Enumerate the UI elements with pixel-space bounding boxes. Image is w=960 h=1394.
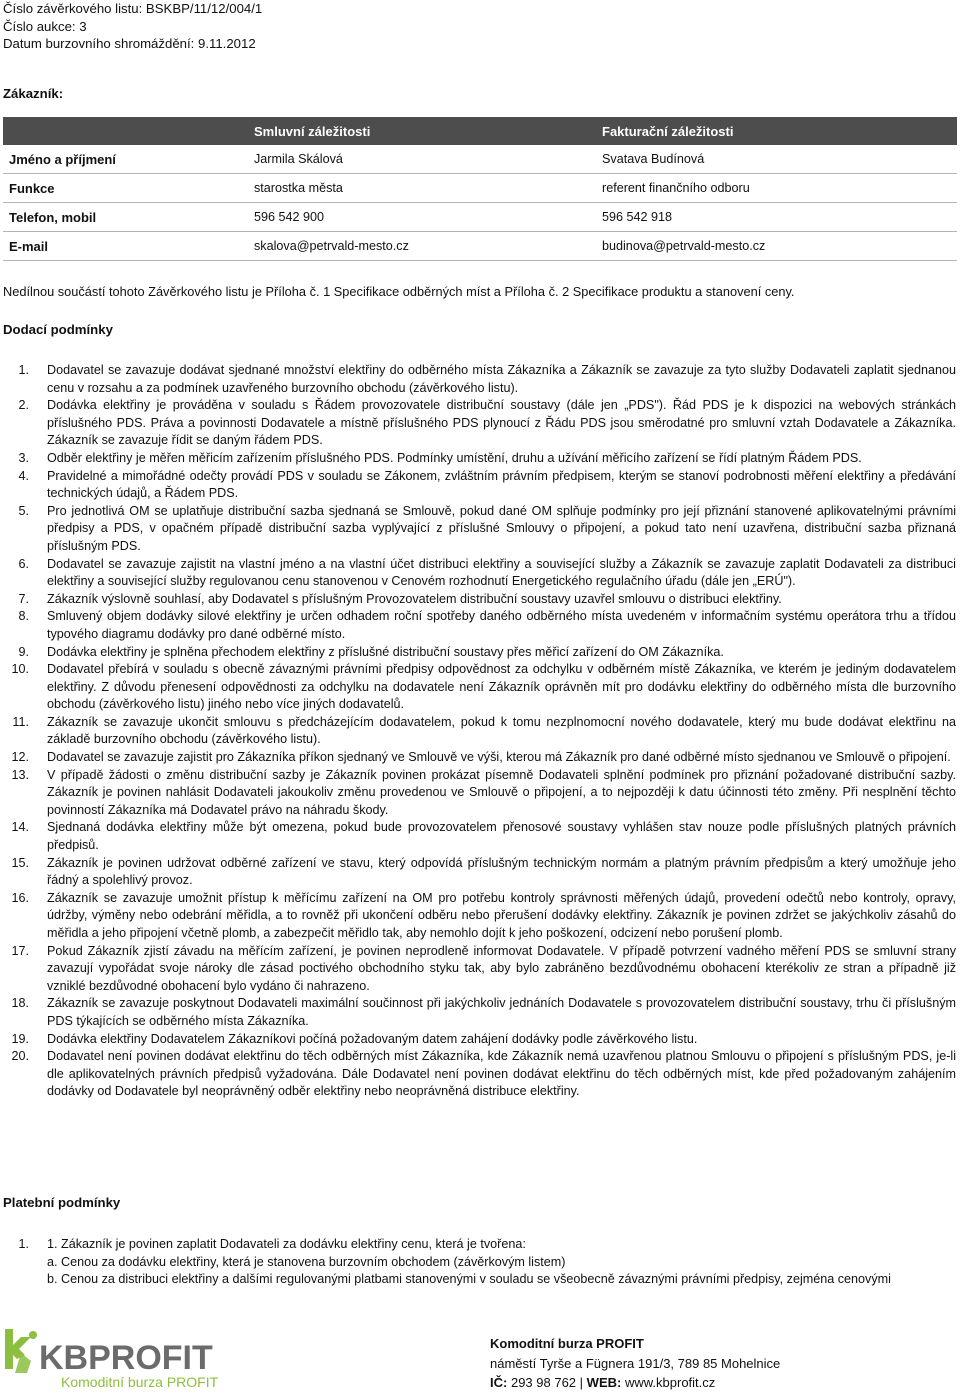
delivery-term-text: Pravidelné a mimořádné odečty provádí PDS v souladu se Zákonem, zvláštním právním předpisem, kterým se stanoví podrobnosti měření elektřiny a předávání technických údajů, a Řádem PDS. — [47, 468, 956, 501]
payment-title: Platební podmínky — [3, 1195, 121, 1210]
delivery-term — [3, 890, 956, 943]
delivery-term — [3, 468, 956, 503]
delivery-term — [3, 503, 956, 556]
payment-line-2: a. Cenou za dodávku elektřiny, která je stanovena burzovním obchodem (závěrkovým listem) — [47, 1254, 566, 1269]
delivery-term-text: V případě žádosti o změnu distribuční sazby je Zákazník povinen prokázat písemně Dodavateli splnění podmínek pro přiznání požadované distribuční sazby. Zákazník je povinen nahlásit Dodavateli jakoukoliv změnu provedenou ve Smlouvě o připojení, a to nejpozději k datu účinnosti této změny. Při nesplnění těchto povinností Zákazníka má Dodavatel právo na náhradu škody. — [47, 767, 956, 817]
delivery-term-number: 13. — [11, 767, 29, 782]
contacts-body — [3, 145, 957, 261]
delivery-term-text: Dodavatel se zavazuje zajistit pro Zákazníka příkon sjednaný ve Smlouvě ve výši, kterou má Zákazník pro dané odběrné místo sjednanou ve Smlouvě o připojení. — [47, 750, 951, 765]
contacts-header-billing: Fakturační záležitosti — [596, 117, 957, 145]
delivery-title: Dodací podmínky — [3, 322, 113, 337]
ic-value: 293 98 762 — [510, 1375, 577, 1390]
contract-number: Číslo závěrkového listu: BSKBP/11/12/004/1 — [3, 1, 263, 16]
delivery-term — [3, 591, 956, 609]
logo-text: KBPROFIT — [39, 1339, 213, 1377]
delivery-term-number: 3. — [18, 450, 29, 465]
delivery-term-text: Odběr elektřiny je měřen měřicím zařízením příslušného PDS. Podmínky umístění, druhu a užívání měřicího zařízení se řídí platným Řádem PDS. — [47, 450, 862, 465]
delivery-term — [3, 819, 956, 854]
payment-item-number: 1. — [18, 1237, 29, 1251]
contacts-row-billing: budinova@petrvald-mesto.cz — [596, 232, 957, 261]
contacts-row-contract: skalova@petrvald-mesto.cz — [248, 232, 596, 261]
document-header — [3, 0, 262, 53]
delivery-term-text: Pro jednotlivá OM se uplatňuje distribuční sazba sjednaná se Smlouvě, pokud dané OM splňuje podmínky pro její přiznání stanovené aplikovatelnými právními předpisy a PDS, v opačném případě distribuční sazba vyplývající z příslušné Smlouvy o připojení, a pokud tato není uzavřena, distribuční sazba přiznaná příslušným PDS. — [47, 503, 956, 553]
delivery-term-text: Dodavatel není povinen dodávat elektřinu do těch odběrných míst Zákazníka, kde Zákazník nemá uzavřenou platnou Smlouvu o připojení s příslušným PDS, je-li dle aplikovatelných právních předpisů vyžadována. Dále Dodavatel není povinen dodávat elektřinu do těch odběrných míst, kde před požadovaným zahájením dodávky od Dodavatele byl neoprávněný odběr elektřiny nebo neoprávněná distribuce elektřiny. — [47, 1049, 956, 1099]
kbprofit-logo — [3, 1325, 223, 1391]
delivery-term-text: Dodávka elektřiny je prováděna v souladu s Řádem provozovatele distribuční soustavy (dále jen „PDS"). Řád PDS je k dispozici na webových stránkách příslušného PDS. Práva a povinnosti Dodavatele a místně příslušného PDS plynoucí z Řádu PDS jsou směrodatné pro smluvní vztah Dodavatele a Zákazníka. Zákazník se zavazuje řídit se daným řádem PDS. — [47, 398, 956, 448]
contacts-header-empty — [3, 117, 248, 145]
delivery-term-number: 4. — [18, 468, 29, 483]
annex-note: Nedílnou součástí tohoto Závěrkového listu je Příloha č. 1 Specifikace odběrných míst a Příloha č. 2 Specifikace produktu a stanovení ceny. — [3, 284, 795, 299]
contacts-row-contract: starostka města — [248, 174, 596, 203]
delivery-term — [3, 855, 956, 890]
payment-line-1: 1. Zákazník je povinen zaplatit Dodavateli za dodávku elektřiny cenu, která je tvořena: — [47, 1237, 526, 1251]
delivery-term-number: 10. — [11, 662, 29, 677]
delivery-term — [3, 644, 956, 662]
delivery-term-number: 7. — [18, 591, 29, 606]
delivery-term-number: 2. — [18, 398, 29, 413]
delivery-term-text: Dodavatel přebírá v souladu s obecně závaznými právními předpisy odpovědnost za odchylku v odběrném místě Zákazníka, ve kterém je jediným dodavatelem elektřiny. Z důvodu přenesení odpovědnosti za odchylku na dodavatele není Zákazník oprávněn mít pro dodávku elektřiny do odběrného místa dle burzovního obchodu (závěrkového listu) jiného nebo více jiných dodavatelů. — [47, 662, 956, 712]
delivery-term — [3, 450, 956, 468]
delivery-term-text: Smluvený objem dodávky silové elektřiny je určen odhadem roční spotřeby daného odběrného místa uvedeném v informačním systému operátora trhu a třídou typového diagramu dodávky pro dané odběrné místo. — [47, 609, 956, 641]
contacts-row-label: Telefon, mobil — [3, 203, 248, 232]
delivery-term-text: Zákazník se zavazuje poskytnout Dodavateli maximální součinnost při jakýchkoliv jednáních Dodavatele s provozovatelem distribuční soustavy, trhu či příslušným PDS týkajících se odběrného místa Zákazníka. — [47, 996, 956, 1028]
footer-address: náměstí Tyrše a Fügnera 191/3, 789 85 Mohelnice — [490, 1355, 781, 1371]
delivery-term-number: 11. — [12, 714, 29, 729]
footer-company: Komoditní burza PROFIT — [490, 1336, 644, 1351]
web-label: WEB: — [586, 1375, 622, 1390]
delivery-terms-list — [3, 362, 956, 1101]
delivery-term-number: 12. — [11, 750, 29, 765]
contacts-row-billing: Svatava Budínová — [596, 145, 957, 174]
delivery-term-text: Dodavatel se zavazuje dodávat sjednané množství elektřiny do odběrného místa Zákazníka a Zákazník se zavazuje za tyto služby Dodavateli zaplatit sjednanou cenu v rozsahu a za podmínek uzavřeného burzovního obchodu (závěrkového listu). — [47, 363, 956, 395]
delivery-term — [3, 362, 956, 397]
delivery-term-number: 5. — [18, 503, 29, 518]
auction-date: Datum burzovního shromáždění: 9.11.2012 — [3, 36, 256, 51]
delivery-term — [3, 995, 956, 1030]
delivery-term — [3, 749, 956, 767]
contacts-row — [3, 174, 957, 203]
contacts-table — [3, 117, 957, 261]
contacts-row-billing: 596 542 918 — [596, 203, 957, 232]
delivery-term-text: Dodávka elektřiny Dodavatelem Zákazníkovi počíná požadovaným datem zahájení dodávky podle závěrkového listu. — [47, 1031, 698, 1046]
delivery-term-number: 8. — [18, 609, 29, 624]
delivery-term-number: 16. — [11, 890, 29, 905]
delivery-term — [3, 767, 956, 820]
contacts-header-row — [3, 117, 957, 145]
contacts-row — [3, 145, 957, 174]
delivery-term-number: 1. — [18, 363, 29, 377]
delivery-term-text: Sjednaná dodávka elektřiny může být omezena, pokud bude provozovatelem přenosové soustavy vyhlášen stav nouze podle příslušných platných právních předpisů. — [47, 820, 956, 853]
footer-ids: IČ: 293 98 762 | WEB: www.kbprofit.cz — [490, 1375, 716, 1390]
footer-info — [490, 1334, 780, 1393]
delivery-term-text: Zákazník se zavazuje umožnit přístup k měřícímu zařízení na OM pro potřebu kontroly správnosti měřených údajů, provedení odečtů nebo kontroly, opravy, údržby, výměny nebo odebrání měřidla, a to rovněž při ukončení odběru nebo přerušení dodávky elektřiny. Zákazník je povinen zdržet se jakýchkoliv zásahů do měřidla a jeho připojení včetně plomb, a zabezpečit měřidlo tak, aby nemohlo dojít k jeho poškození, odcizení nebo porušení plomb. — [47, 890, 956, 940]
delivery-term — [3, 1048, 956, 1101]
delivery-term-text: Dodavatel se zavazuje zajistit na vlastní jméno a na vlastní účet distribuci elektřiny a související služby a Zákazník se zavazuje zaplatit Dodavateli za distribuci elektřiny a související služby regulovanou cenu stanovenou v Cenovém rozhodnutí Energetického regulačního úřadu (dále jen „ERÚ"). — [47, 556, 956, 589]
ic-label: IČ: — [490, 1375, 508, 1390]
delivery-term-number: 9. — [18, 644, 29, 659]
kbprofit-logo-mark — [3, 1325, 223, 1391]
delivery-term-number: 15. — [11, 855, 29, 870]
contacts-row-label: Jméno a příjmení — [3, 145, 248, 174]
delivery-term-number: 20. — [11, 1049, 29, 1064]
contacts-row-label: E-mail — [3, 232, 248, 261]
logo-subtitle: Komoditní burza PROFIT — [61, 1374, 219, 1390]
contacts-row-contract: Jarmila Skálová — [248, 145, 596, 174]
customer-label: Zákazník: — [3, 86, 64, 101]
delivery-term — [3, 1031, 956, 1049]
delivery-term — [3, 608, 956, 643]
delivery-term-number: 19. — [11, 1031, 29, 1046]
delivery-term-text: Zákazník výslovně souhlasí, aby Dodavatel s příslušným Provozovatelem distribuční soustavy uzavřel smlouvu o distribuci elektřiny. — [47, 591, 782, 606]
delivery-term-text: Zákazník je povinen udržovat odběrné zařízení ve stavu, který odpovídá příslušným technickým normám a platným právním předpisům a který umožňuje jeho řádný a spolehlivý provoz. — [47, 855, 956, 888]
delivery-term-number: 18. — [11, 996, 29, 1011]
delivery-term-text: Pokud Zákazník zjistí závadu na měřícím zařízení, je povinen neprodleně informovat Dodavatele. V případě potvrzení vadného měření PDS se smluvní strany zavazují vypořádat svoje nároky dle zásad poctivého obchodního styku tak, aby bylo zabráněno bezdůvodnému obohacení kterékoliv ze stran a případně již vzniklé bezdůvodné obohacení bylo vydáno či nahrazeno. — [47, 943, 956, 993]
delivery-term — [3, 943, 956, 996]
contacts-row-contract: 596 542 900 — [248, 203, 596, 232]
contacts-row-label: Funkce — [3, 174, 248, 203]
web-link[interactable]: www.kbprofit.cz — [624, 1375, 716, 1390]
delivery-term-number: 17. — [11, 943, 29, 958]
delivery-term-text: Zákazník se zavazuje ukončit smlouvu s předcházejícím dodavatelem, pokud k tomu nezplnomocní nového dodavatele, který mu bude dodávat elektřinu na základě burzovního obchodu (závěrkového listu). — [47, 714, 956, 747]
contacts-header-contract: Smluvní záležitosti — [248, 117, 596, 145]
delivery-term — [3, 397, 956, 450]
delivery-term — [3, 556, 956, 591]
delivery-term-number: 6. — [18, 556, 29, 571]
delivery-term-text: Dodávka elektřiny je splněna přechodem elektřiny z příslušné distribuční soustavy přes měřicí zařízení do OM Zákazníka. — [47, 644, 724, 659]
auction-number: Číslo aukce: 3 — [3, 18, 87, 34]
contacts-row — [3, 203, 957, 232]
delivery-term-number: 14. — [11, 820, 29, 835]
delivery-term — [3, 661, 956, 714]
delivery-term — [3, 714, 956, 749]
contacts-row — [3, 232, 957, 261]
contacts-row-billing: referent finančního odboru — [596, 174, 957, 203]
payment-terms — [3, 1236, 956, 1289]
payment-line-3: b. Cenou za distribuci elektřiny a dalšími regulovanými platbami stanovenými v souladu se všeobecně závaznými právními předpisy, zejména cenovými — [47, 1272, 891, 1287]
